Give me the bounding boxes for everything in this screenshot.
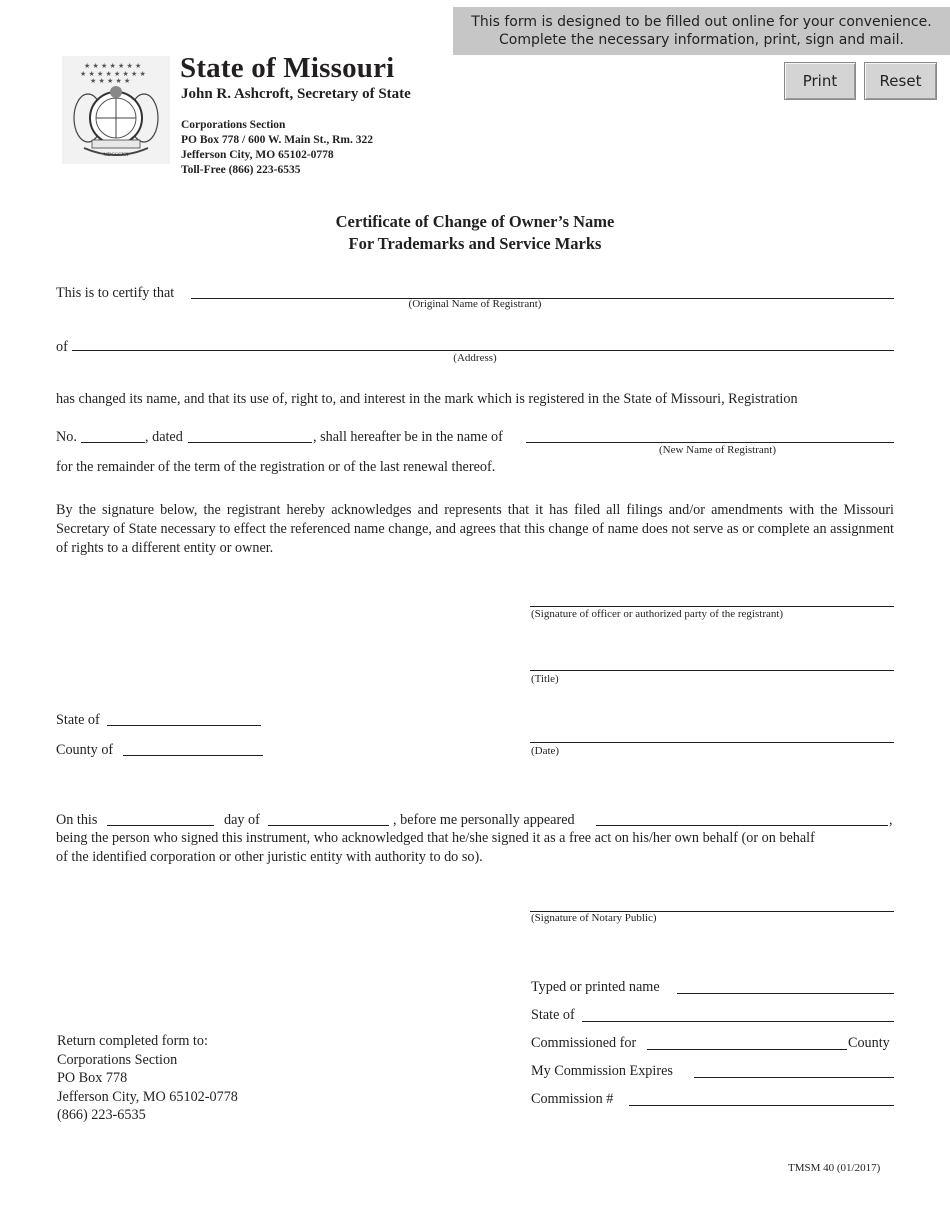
venue-state-field[interactable] bbox=[107, 725, 261, 726]
certify-label: This is to certify that bbox=[56, 285, 175, 301]
return-address bbox=[57, 1032, 238, 1125]
appeared-comma: , bbox=[889, 812, 893, 828]
registration-no-field[interactable] bbox=[81, 442, 145, 443]
banner-line-1: This form is designed to be filled out online for your convenience. bbox=[471, 14, 932, 30]
county-label: County bbox=[848, 1035, 890, 1051]
form-title-line-1: Certificate of Change of Owner’s Name bbox=[335, 212, 615, 231]
print-button[interactable]: Print bbox=[784, 62, 856, 100]
return-line-4: Jefferson City, MO 65102-0778 bbox=[57, 1088, 238, 1105]
phone-number: Toll-Free (866) 223-6535 bbox=[181, 164, 301, 176]
venue-state-label: State of bbox=[56, 712, 100, 728]
instructions-banner bbox=[453, 7, 950, 55]
return-line-3: PO Box 778 bbox=[57, 1070, 128, 1086]
acknowledgement-paragraph: By the signature below, the registrant hereby acknowledges and represents that it has filed all filings and/or amendments with the Missouri Secretary of State necessary to effect the referenced name change, and agrees that this change of name does not serve as or complete an assignment of rights to a different entity or owner. bbox=[56, 502, 894, 556]
original-name-caption: (Original Name of Registrant) bbox=[408, 298, 542, 310]
notary-month-field[interactable] bbox=[268, 825, 389, 826]
section-name: Corporations Section bbox=[181, 119, 286, 131]
new-name-field[interactable] bbox=[526, 442, 894, 443]
title-caption: (Title) bbox=[531, 673, 559, 685]
on-this-label: On this bbox=[56, 812, 98, 828]
dated-label: , dated bbox=[145, 429, 183, 445]
venue-county-label: County of bbox=[56, 742, 114, 758]
day-of-label: day of bbox=[224, 812, 260, 828]
commission-expires-label: My Commission Expires bbox=[531, 1063, 673, 1079]
typed-name-field[interactable] bbox=[677, 993, 894, 994]
of-label: of bbox=[56, 339, 68, 355]
po-box: PO Box 778 / 600 W. Main St., Rm. 322 bbox=[181, 134, 374, 146]
commission-number-field[interactable] bbox=[629, 1105, 894, 1106]
registration-no-label: No. bbox=[56, 429, 77, 445]
notary-signature-caption: (Signature of Notary Public) bbox=[531, 912, 657, 924]
title-field[interactable] bbox=[530, 670, 894, 671]
return-line-5: (866) 223-6535 bbox=[57, 1107, 146, 1123]
banner-line-2: Complete the necessary information, print, sign and mail. bbox=[499, 32, 904, 48]
date-field[interactable] bbox=[530, 742, 894, 743]
reset-button[interactable]: Reset bbox=[864, 62, 937, 100]
notary-state-label: State of bbox=[531, 1007, 575, 1023]
return-line-1: Return completed form to: bbox=[57, 1033, 208, 1049]
typed-name-label: Typed or printed name bbox=[531, 979, 660, 995]
commissioned-for-label: Commissioned for bbox=[531, 1035, 637, 1051]
new-name-caption: (New Name of Registrant) bbox=[659, 444, 776, 456]
secretary-name: John R. Ashcroft, Secretary of State bbox=[181, 86, 411, 102]
city-address: Jefferson City, MO 65102-0778 bbox=[181, 149, 334, 161]
commissioned-county-field[interactable] bbox=[647, 1049, 847, 1050]
svg-text:★ ★ ★ ★ ★ ★ ★ ★: ★ ★ ★ ★ ★ ★ ★ ★ bbox=[80, 70, 146, 78]
state-title: State of Missouri bbox=[180, 52, 395, 84]
notary-statement-line-2: of the identified corporation or other juristic entity with authority to do so). bbox=[56, 849, 483, 865]
svg-text:★ ★ ★ ★ ★: ★ ★ ★ ★ ★ bbox=[90, 77, 131, 85]
notary-day-field[interactable] bbox=[107, 825, 214, 826]
date-caption: (Date) bbox=[531, 745, 560, 757]
svg-text:★ ★ ★ ★ ★ ★ ★: ★ ★ ★ ★ ★ ★ ★ bbox=[84, 62, 142, 70]
remainder-text: for the remainder of the term of the registration or of the last renewal thereof. bbox=[56, 459, 496, 475]
appeared-person-field[interactable] bbox=[596, 825, 888, 826]
officer-signature-caption: (Signature of officer or authorized party of the registrant) bbox=[531, 608, 784, 620]
change-sentence: has changed its name, and that its use of, right to, and interest in the mark which is registered in the State of Missouri, Registration bbox=[56, 391, 798, 407]
commission-expires-field[interactable] bbox=[694, 1077, 894, 1078]
address-caption: (Address) bbox=[453, 352, 497, 364]
appeared-label: , before me personally appeared bbox=[393, 812, 575, 828]
address-field[interactable] bbox=[72, 350, 894, 351]
notary-state-field[interactable] bbox=[582, 1021, 894, 1022]
seal-year: MDCCCXX bbox=[103, 153, 129, 158]
form-id: TMSM 40 (01/2017) bbox=[788, 1162, 881, 1174]
form-title-line-2: For Trademarks and Service Marks bbox=[348, 234, 602, 253]
dated-field[interactable] bbox=[188, 442, 312, 443]
missouri-state-seal bbox=[62, 56, 170, 164]
venue-county-field[interactable] bbox=[123, 755, 263, 756]
hereafter-label: , shall hereafter be in the name of bbox=[313, 429, 503, 445]
notary-statement-line-1: being the person who signed this instrument, who acknowledged that he/she signed it as a free act on his/her own behalf (or on behalf bbox=[56, 830, 815, 846]
officer-signature-field[interactable] bbox=[530, 606, 894, 607]
return-line-2: Corporations Section bbox=[57, 1051, 178, 1068]
commission-number-label: Commission # bbox=[531, 1091, 614, 1107]
